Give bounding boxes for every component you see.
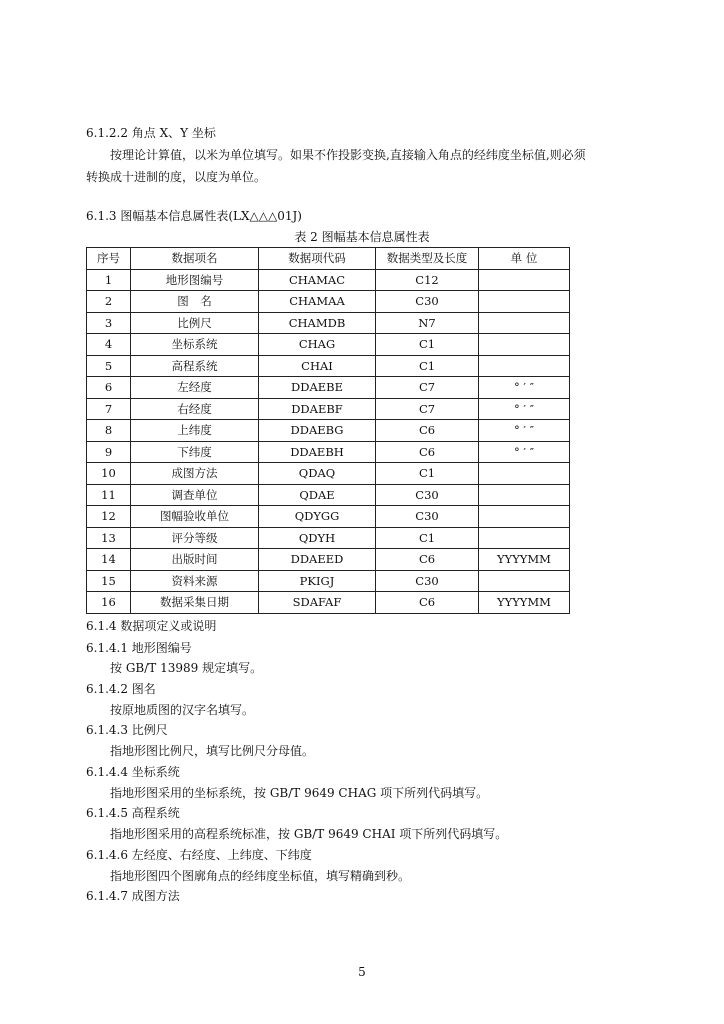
table-cell: 高程系统 [131,355,259,377]
table-cell: 上纬度 [131,420,259,442]
table-cell: YYYYMM [479,592,570,614]
table-cell: 10 [87,463,131,485]
table-cell: 4 [87,334,131,356]
table-row [87,334,570,356]
attribute-table [86,247,570,614]
page-number: 5 [358,965,366,979]
table-cell: CHAMAA [259,291,376,313]
subsection-heading: 6.1.4.6 左经度、右经度、上纬度、下纬度 [86,848,312,862]
table-cell: CHAMAC [259,269,376,291]
table-cell: 11 [87,484,131,506]
table-cell: QDAE [259,484,376,506]
table-cell: 坐标系统 [131,334,259,356]
table-cell: ° ′ ″ [479,420,570,442]
section-heading-6-1-2-2: 6.1.2.2 角点 X、Y 坐标 [86,126,216,140]
table-row [87,484,570,506]
table-cell: ° ′ ″ [479,398,570,420]
table-cell: PKIGJ [259,570,376,592]
table-cell: DDAEBG [259,420,376,442]
table-row [87,527,570,549]
subsection-heading: 6.1.4.2 图名 [86,682,156,696]
section-heading-6-1-4: 6.1.4 数据项定义或说明 [86,619,217,633]
table-cell: 地形图编号 [131,269,259,291]
table-cell [479,312,570,334]
table-cell: ° ′ ″ [479,441,570,463]
table-row [87,506,570,528]
table-row [87,441,570,463]
table-cell: 15 [87,570,131,592]
table-cell: C30 [376,484,479,506]
table-cell: C1 [376,334,479,356]
paragraph-line: 转换成十进制的度，以度为单位。 [86,170,267,184]
table-row [87,269,570,291]
table-row [87,291,570,313]
table-cell [479,527,570,549]
table-cell: C7 [376,377,479,399]
table-cell [479,334,570,356]
table-cell [479,484,570,506]
table-cell: SDAFAF [259,592,376,614]
table-cell: 14 [87,549,131,571]
table-cell: C30 [376,570,479,592]
table-cell: DDAEBE [259,377,376,399]
table-cell: 1 [87,269,131,291]
table-cell [479,269,570,291]
table-cell: 7 [87,398,131,420]
table-cell: 评分等级 [131,527,259,549]
table-cell: C12 [376,269,479,291]
subsection-body: 指地形图采用的坐标系统，按 GB/T 9649 CHAG 项下所列代码填写。 [110,786,489,800]
subsection-body: 指地形图采用的高程系统标准，按 GB/T 9649 CHAI 项下所列代码填写。 [110,827,508,841]
subsection-body: 指地形图比例尺，填写比例尺分母值。 [110,744,315,758]
table-cell: DDAEED [259,549,376,571]
table-row [87,592,570,614]
table-cell: C6 [376,549,479,571]
table-cell: N7 [376,312,479,334]
table-row [87,398,570,420]
table-cell: CHAG [259,334,376,356]
table-cell: 成图方法 [131,463,259,485]
table-cell: QDYGG [259,506,376,528]
table-cell: DDAEBF [259,398,376,420]
subsection-heading: 6.1.4.1 地形图编号 [86,641,192,655]
table-row [87,570,570,592]
table-row [87,420,570,442]
column-header: 单 位 [479,248,570,270]
table-cell [479,463,570,485]
table-cell [479,570,570,592]
table-cell: 调查单位 [131,484,259,506]
table-cell: 8 [87,420,131,442]
table-cell: 右经度 [131,398,259,420]
table-cell: CHAMDB [259,312,376,334]
table-cell: C1 [376,527,479,549]
column-header: 数据项代码 [259,248,376,270]
table-cell: 9 [87,441,131,463]
paragraph-line: 按理论计算值，以米为单位填写。如果不作投影变换,直接输入角点的经纬度坐标值,则必须 [110,148,586,162]
table-cell: C6 [376,592,479,614]
table-cell: C1 [376,463,479,485]
table-cell: C30 [376,291,479,313]
table-cell: 资料来源 [131,570,259,592]
table-cell: C30 [376,506,479,528]
table-cell: 3 [87,312,131,334]
table-cell [479,291,570,313]
subsection-body: 按原地质图的汉字名填写。 [110,703,255,717]
table-cell: YYYYMM [479,549,570,571]
table-cell: C1 [376,355,479,377]
table-cell: ° ′ ″ [479,377,570,399]
table-header-row [87,248,570,270]
table-cell: 出版时间 [131,549,259,571]
table-cell: 图幅验收单位 [131,506,259,528]
table-cell: 左经度 [131,377,259,399]
table-body [87,269,570,613]
subsection-body: 指地形图四个图廓角点的经纬度坐标值，填写精确到秒。 [110,869,411,883]
column-header: 数据类型及长度 [376,248,479,270]
table-caption: 表 2 图幅基本信息属性表 [294,230,430,244]
table-cell: C7 [376,398,479,420]
subsection-heading: 6.1.4.7 成图方法 [86,889,180,903]
table-cell: DDAEBH [259,441,376,463]
table-cell: 16 [87,592,131,614]
column-header: 序号 [87,248,131,270]
table-cell [479,355,570,377]
subsection-heading: 6.1.4.4 坐标系统 [86,765,180,779]
table-row [87,549,570,571]
table-row [87,377,570,399]
table-cell [479,506,570,528]
section-heading-6-1-3: 6.1.3 图幅基本信息属性表(LX△△△01J) [86,209,302,223]
table-cell: 5 [87,355,131,377]
subsection-heading: 6.1.4.5 高程系统 [86,806,180,820]
column-header: 数据项名 [131,248,259,270]
table-cell: 2 [87,291,131,313]
table-cell: 6 [87,377,131,399]
table-cell: 13 [87,527,131,549]
table-cell: C6 [376,420,479,442]
table-cell: CHAI [259,355,376,377]
table-cell: 数据采集日期 [131,592,259,614]
subsection-heading: 6.1.4.3 比例尺 [86,723,168,737]
table-cell: 12 [87,506,131,528]
subsection-body: 按 GB/T 13989 规定填写。 [110,661,263,675]
table-row [87,312,570,334]
table-cell: 下纬度 [131,441,259,463]
table-cell: 图 名 [131,291,259,313]
table-cell: QDYH [259,527,376,549]
table-row [87,463,570,485]
table-cell: 比例尺 [131,312,259,334]
table-cell: C6 [376,441,479,463]
table-row [87,355,570,377]
table-cell: QDAQ [259,463,376,485]
